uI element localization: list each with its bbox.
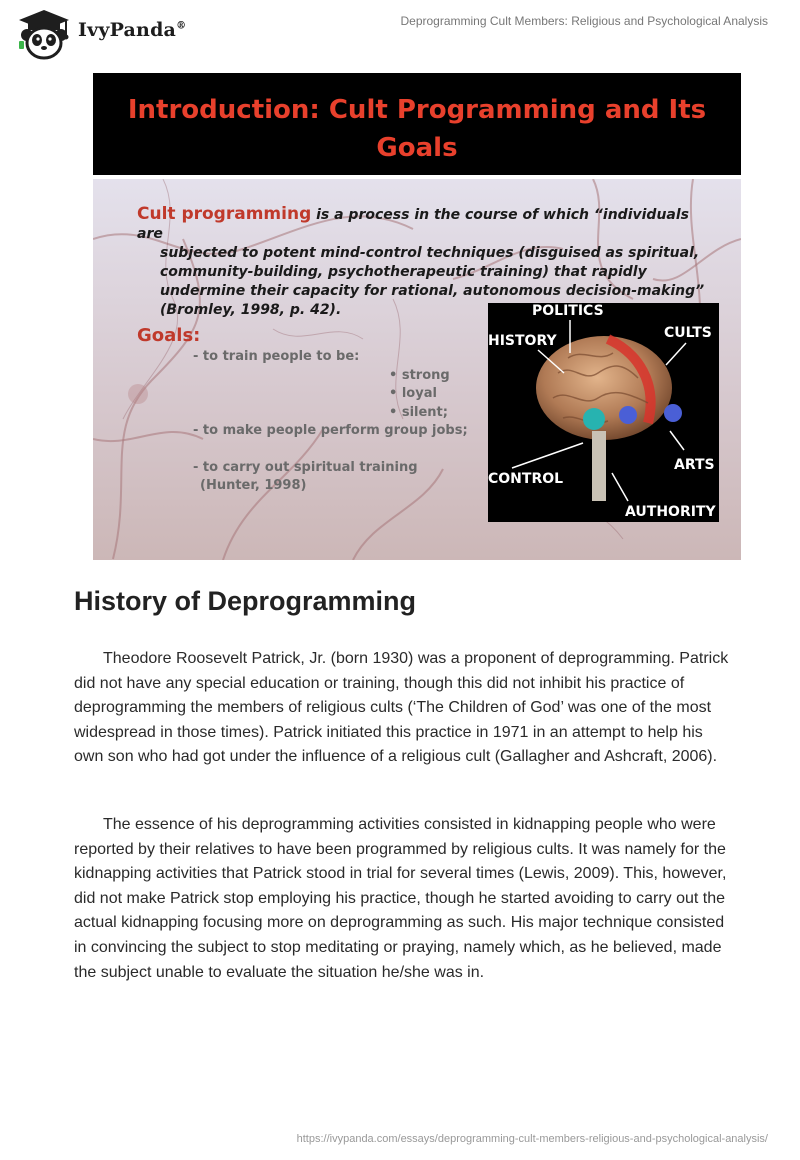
definition-term: Cult programming xyxy=(137,204,312,224)
slide-image xyxy=(93,73,741,560)
slide-body xyxy=(93,179,741,560)
slide-title-bar xyxy=(93,73,741,175)
goals-heading: Goals: xyxy=(137,325,201,346)
slide-title: Introduction: Cult Programming and Its Goals xyxy=(127,95,707,163)
goal-item: - to carry out spiritual training xyxy=(193,460,418,475)
brain-label-cults: CULTS xyxy=(664,325,712,341)
paragraph: Theodore Roosevelt Patrick, Jr. (born 1930) was a proponent of deprogramming. Patrick did not have any special education or training, though this did not inhibit his practice of deprogramming the members of religious cults (‘The Children of God’ was one of the most widespread in those times). Patrick initiated this practice in 1971 in an attempt to help his own son who had got under the influence of a religious cult (Gallagher and Ashcraft, 2006). xyxy=(74,650,729,766)
brand-name[interactable]: IvyPanda® xyxy=(78,19,187,41)
brain-label-authority: AUTHORITY xyxy=(625,504,716,520)
goal-citation: (Hunter, 1998) xyxy=(200,478,307,493)
source-url[interactable]: https://ivypanda.com/essays/deprogramming-cult-members-religious-and-psychological-analysis/ xyxy=(296,1133,768,1145)
goal-bullet: • silent; xyxy=(389,405,448,420)
section-heading: History of Deprogramming xyxy=(74,586,417,616)
brain-illustration xyxy=(488,303,719,522)
brain-label-history: HISTORY xyxy=(488,333,557,349)
goal-item: - to train people to be: xyxy=(193,349,360,364)
panda-graduate-icon xyxy=(14,8,74,60)
goal-item: - to make people perform group jobs; xyxy=(193,423,468,438)
definition-text: Cult programming is a process in the course of which “individuals are subjected to potent mind-control techniques (disguised as spiritual, community-building, psychotherapeutic training) that rapidly undermine their capacity for rational, autonomous decision-making” (Bromley, 1998, p. 42). xyxy=(137,204,705,318)
goal-bullet: • loyal xyxy=(389,386,437,401)
brain-label-politics: POLITICS xyxy=(532,303,604,319)
brain-label-arts: ARTS xyxy=(674,457,715,473)
document-title: Deprogramming Cult Members: Religious and Psychological Analysis xyxy=(400,14,768,28)
paragraph: The essence of his deprogramming activities consisted in kidnapping people who were reported by their relatives to have been programmed by religious cults. It was namely for the kidnapping activities that Patrick stood in trial for several times (Lewis, 2009). This, however, did not make Patrick stop employing his practice, though he started avoiding to carry out the actual kidnapping focusing more on deprogramming as such. His major technique consisted in convincing the subject to stop meditating or praying, namely which, as he believed, made the subject unable to evaluate the situation he/she was in. xyxy=(74,816,727,981)
ivypanda-logo[interactable] xyxy=(14,8,74,60)
brain-label-control: CONTROL xyxy=(488,471,564,487)
page-header xyxy=(0,0,800,70)
goal-bullet: • strong xyxy=(389,368,450,383)
